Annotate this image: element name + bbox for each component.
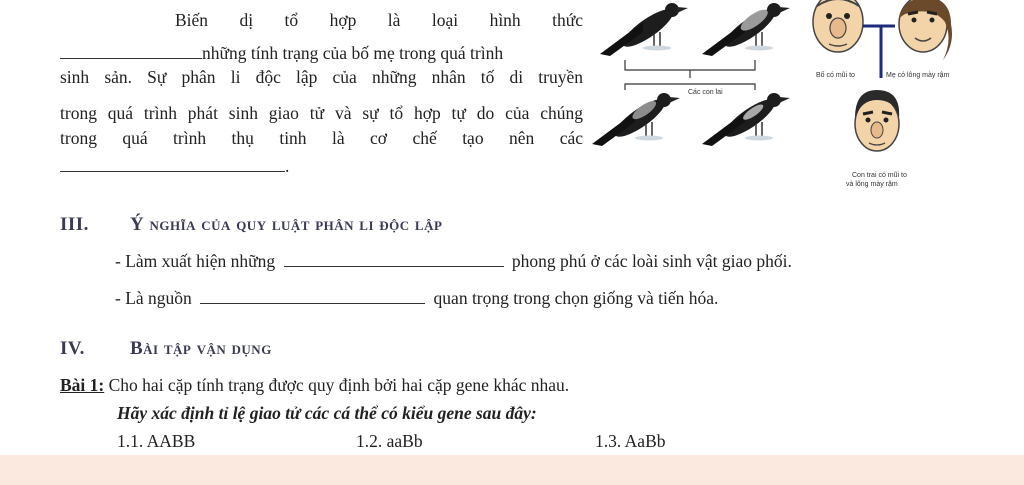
exercise-instruction: Hãy xác định tỉ lệ giao tử các cá thể có kiểu gene sau đây:: [117, 403, 537, 423]
bullet-2: [115, 287, 718, 309]
crow-parent-grey: [702, 3, 790, 56]
section-3-title: Ý nghĩa của quy luật phân li độc lập: [130, 214, 443, 235]
father-face-icon: [813, 0, 863, 52]
paragraph-line-3: sinh sản. Sự phân li độc lập của những nhân tố di truyền: [60, 67, 583, 87]
exercise-label: Bài 1:: [60, 375, 105, 395]
paragraph-line-5: trong quá trình thụ tinh là cơ chế tạo nên các: [60, 128, 583, 148]
paragraph-line-6: [60, 155, 289, 177]
bullet-2-before: - Là nguồn: [115, 288, 192, 308]
section-4-heading: [60, 338, 272, 360]
item-3: 1.3. AaBb: [595, 431, 666, 451]
fill-blank-1[interactable]: [60, 58, 202, 59]
paragraph-line-2: [60, 42, 503, 64]
section-4-number: IV.: [60, 338, 85, 359]
fill-blank-2[interactable]: [60, 171, 285, 172]
son-face-icon: [855, 90, 899, 151]
crow-offspring-1: [592, 93, 680, 146]
bullet-1-after: phong phú ở các loài sinh vật giao phối.: [511, 251, 792, 271]
crow-parent-black: [600, 3, 688, 56]
item-1: 1.1. AABB: [117, 431, 196, 451]
bullet-2-after: quan trọng trong chọn giống và tiến hóa.: [433, 288, 719, 308]
section-4-title: Bài tập vận dụng: [130, 338, 272, 359]
bullet-1-before: - Làm xuất hiện những: [115, 251, 276, 271]
section-3-heading: [60, 214, 442, 236]
paragraph-line-1: Biến dị tổ hợp là loại hình thức: [175, 10, 583, 30]
fill-blank-4[interactable]: [200, 303, 425, 304]
paragraph-line-4: trong quá trình phát sinh giao tử và sự tổ hợp tự do của chúng: [60, 103, 583, 123]
son-label-line-2: và lông mày rậm: [846, 181, 898, 188]
crow-offspring-2: [702, 93, 790, 146]
fill-blank-3[interactable]: [284, 266, 504, 267]
paragraph-line-6-end: .: [285, 156, 290, 176]
paragraph-line-2-text: những tính trạng của bố mẹ trong quá trình: [202, 43, 504, 63]
mother-label: Mẹ có lông mày rậm: [886, 72, 950, 79]
exercise-1: [60, 374, 569, 396]
item-2: 1.2. aaBb: [356, 431, 423, 451]
exercise-text: Cho hai cặp tính trạng được quy định bởi hai cặp gene khác nhau.: [108, 375, 570, 395]
son-label-line-1: Con trai có mũi to: [852, 172, 907, 179]
mother-face-icon: [899, 0, 952, 60]
bullet-1: [115, 250, 792, 272]
faces-illustration: [805, 0, 975, 200]
crows-illustration: [590, 0, 800, 160]
father-label: Bố có mũi to: [816, 72, 855, 79]
section-3-number: III.: [60, 214, 89, 235]
crows-offspring-label: Các con lai: [688, 89, 723, 96]
